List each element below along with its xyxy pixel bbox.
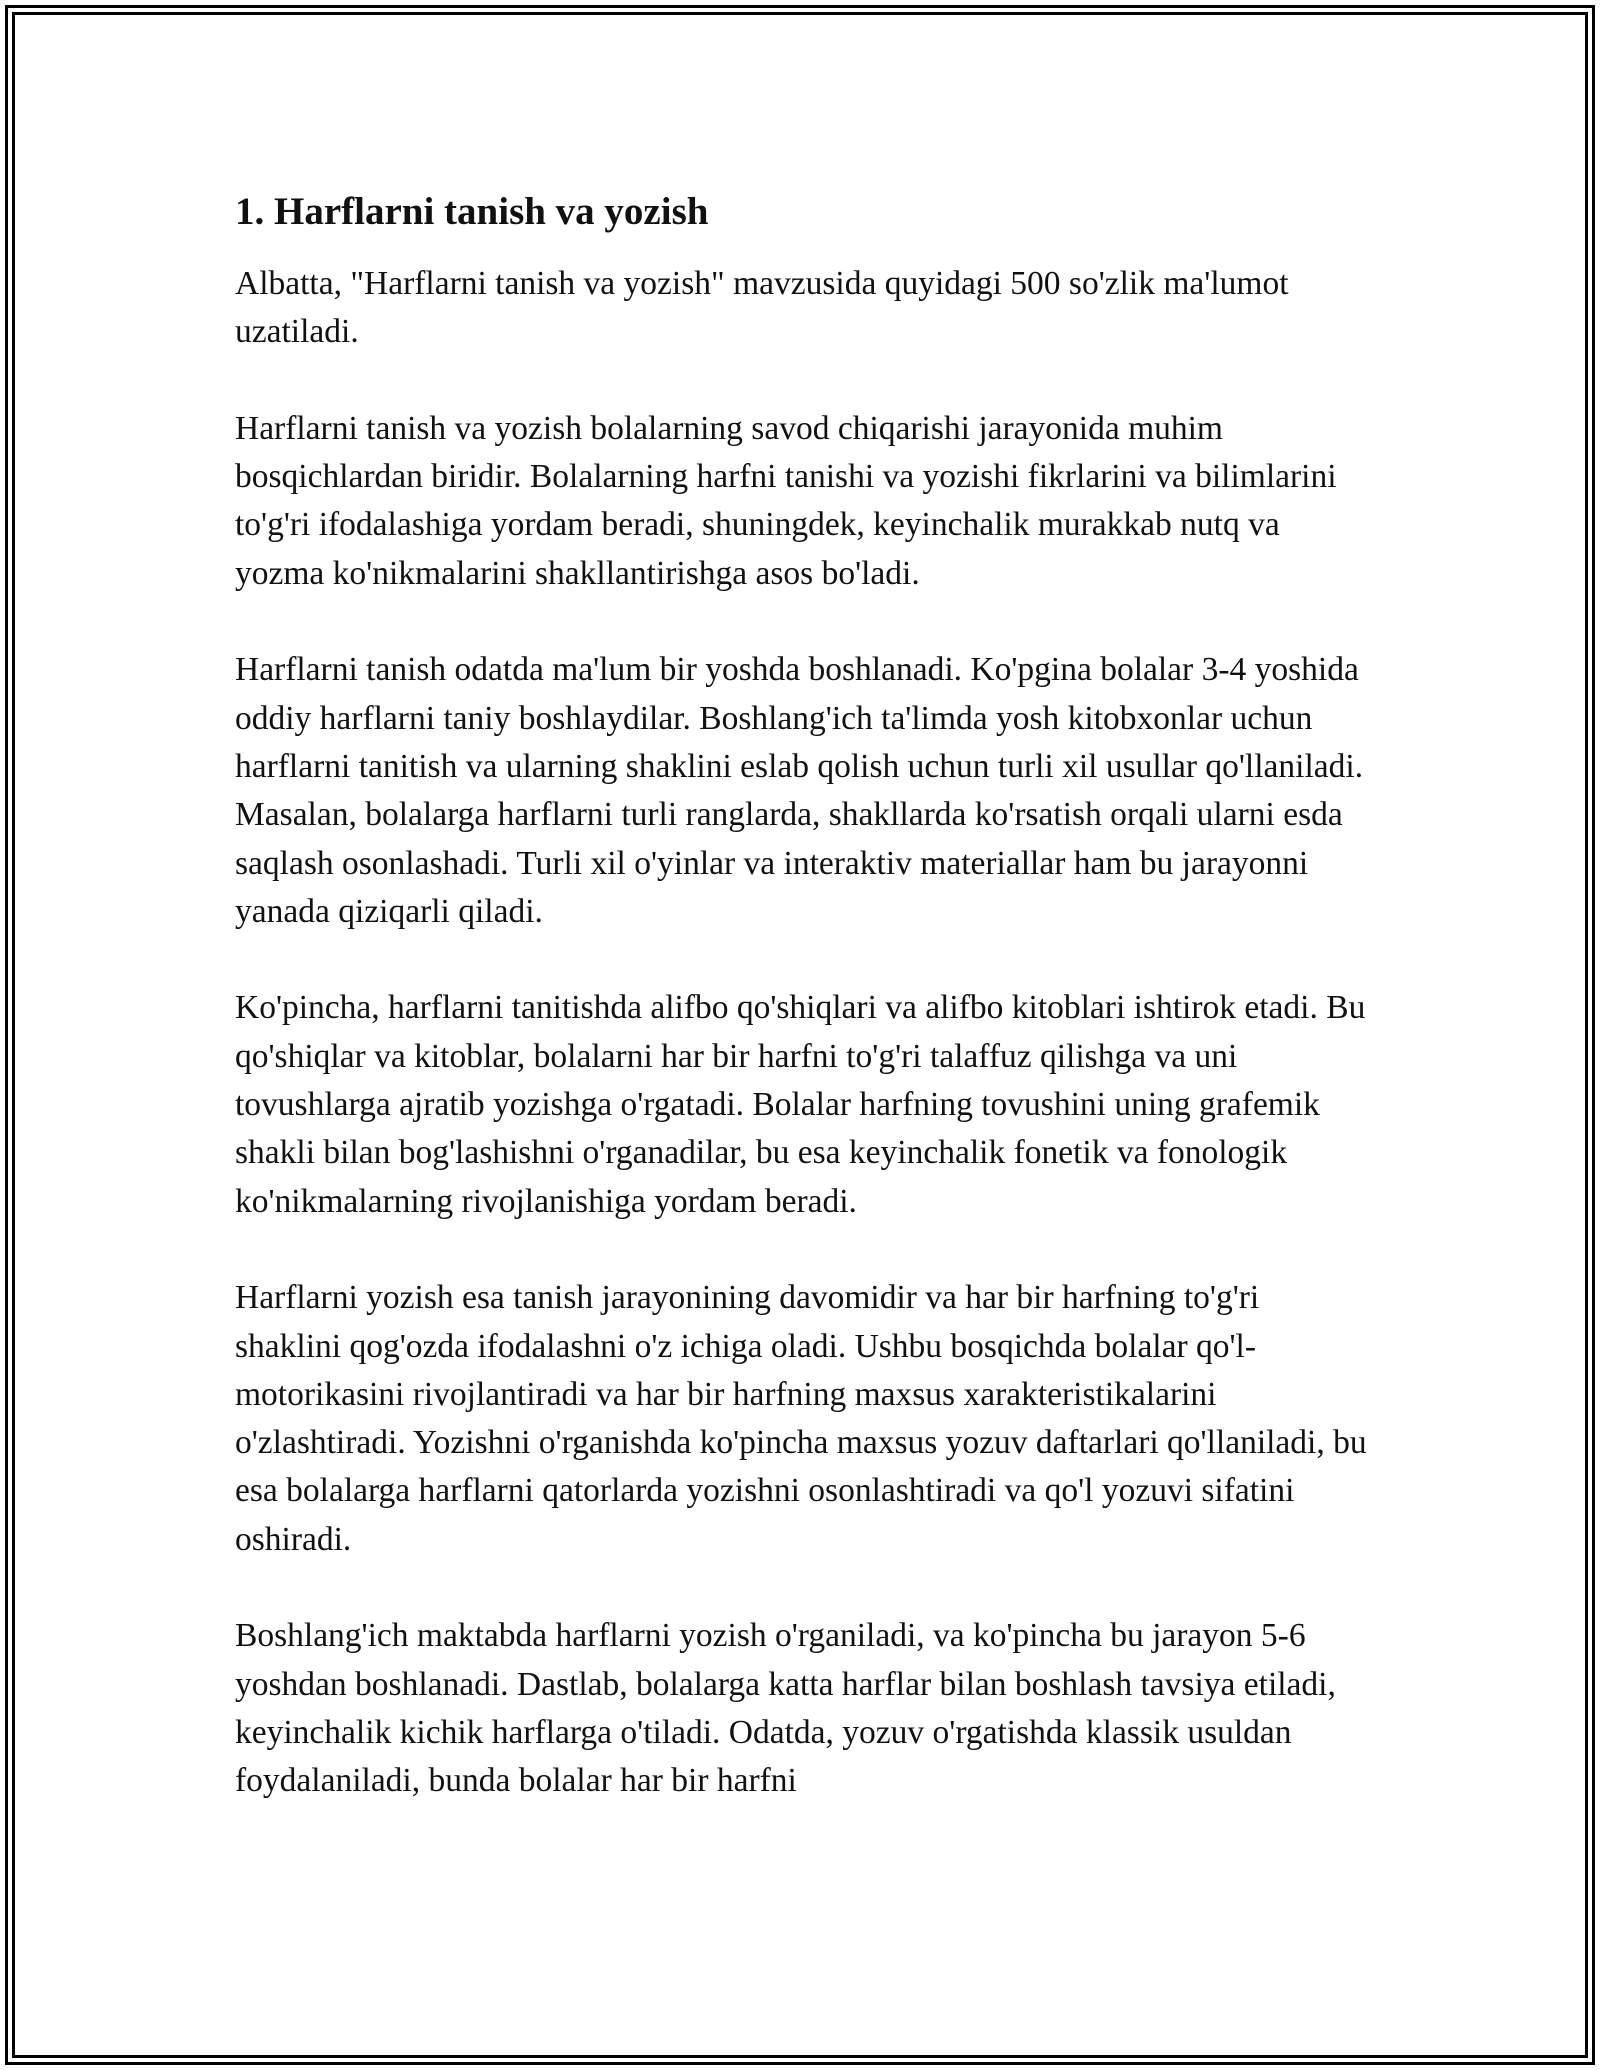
paragraph-importance: Harflarni tanish va yozish bolalarning savod chiqarishi jarayonida muhim bosqichlardan biridir. Bolalarning harfni tanishi va yozishi fikrlarini va bilimlarini to'g'ri ifodalashiga yordam beradi, shuningdek, keyinchalik murakkab nutq va yozma ko'nikmalarini shakllantirishga asos bo'ladi. [235, 409, 1337, 592]
paragraph-intro: Albatta, "Harflarni tanish va yozish" mavzusida quyidagi 500 so'zlik ma'lumot uzatiladi. [235, 265, 1289, 351]
paragraph-recognition-age: Harflarni tanish odatda ma'lum bir yoshda boshlanadi. Ko'pgina bolalar 3-4 yoshida oddiy harflarni taniy boshlaydilar. Boshlang'ich ta'limda yosh kitobxonlar uchun harflarni tanitish va ularning shaklini eslab qolish uchun turli xil usullar qo'llaniladi. Masalan, bolalarga harflarni turli ranglarda, shakllarda ko'rsatish orqali ularni esda saqlash osonlashadi. Turli xil o'yinlar va interaktiv materiallar ham bu jarayonni yanada qiziqarli qiladi. [235, 651, 1364, 930]
paragraph-alphabet-songs: Ko'pincha, harflarni tanitishda alifbo qo'shiqlari va alifbo kitoblari ishtirok etadi. Bu qo'shiqlar va kitoblar, bolalarni har bir harfni to'g'ri talaffuz qilishga va uni tovushlarga ajratib yozishga o'rgatadi. Bolalar harfning tovushini uning grafemik shakli bilan bog'lashishni o'rganadilar, bu esa keyinchalik fonetik va fonologik ko'nikmalarning rivojlanishiga yordam beradi. [235, 989, 1366, 1220]
document-body [235, 186, 1370, 1854]
paragraph-writing: Harflarni yozish esa tanish jarayonining davomidir va har bir harfning to'g'ri shaklini qog'ozda ifodalashni o'z ichiga oladi. Ushbu bosqichda bolalar qo'l-motorikasini rivojlantiradi va har bir harfning maxsus xarakteristikalarini o'zlashtiradi. Yozishni o'rganishda ko'pincha maxsus yozuv daftarlari qo'llaniladi, bu esa bolalarga harflarni qatorlarda yozishni osonlashtiradi va qo'l yozuvi sifatini oshiradi. [235, 1279, 1367, 1558]
paragraph-primary-school: Boshlang'ich maktabda harflarni yozish o'rganiladi, va ko'pincha bu jarayon 5-6 yoshdan boshlanadi. Dastlab, bolalarga katta harflar bilan boshlash tavsiya etiladi, keyinchalik kichik harflarga o'tiladi. Odatda, yozuv o'rgatishda klassik usuldan foydalaniladi, bunda bolalar har bir harfni [235, 1617, 1336, 1800]
section-heading: 1. Harflarni tanish va yozish [235, 190, 709, 233]
